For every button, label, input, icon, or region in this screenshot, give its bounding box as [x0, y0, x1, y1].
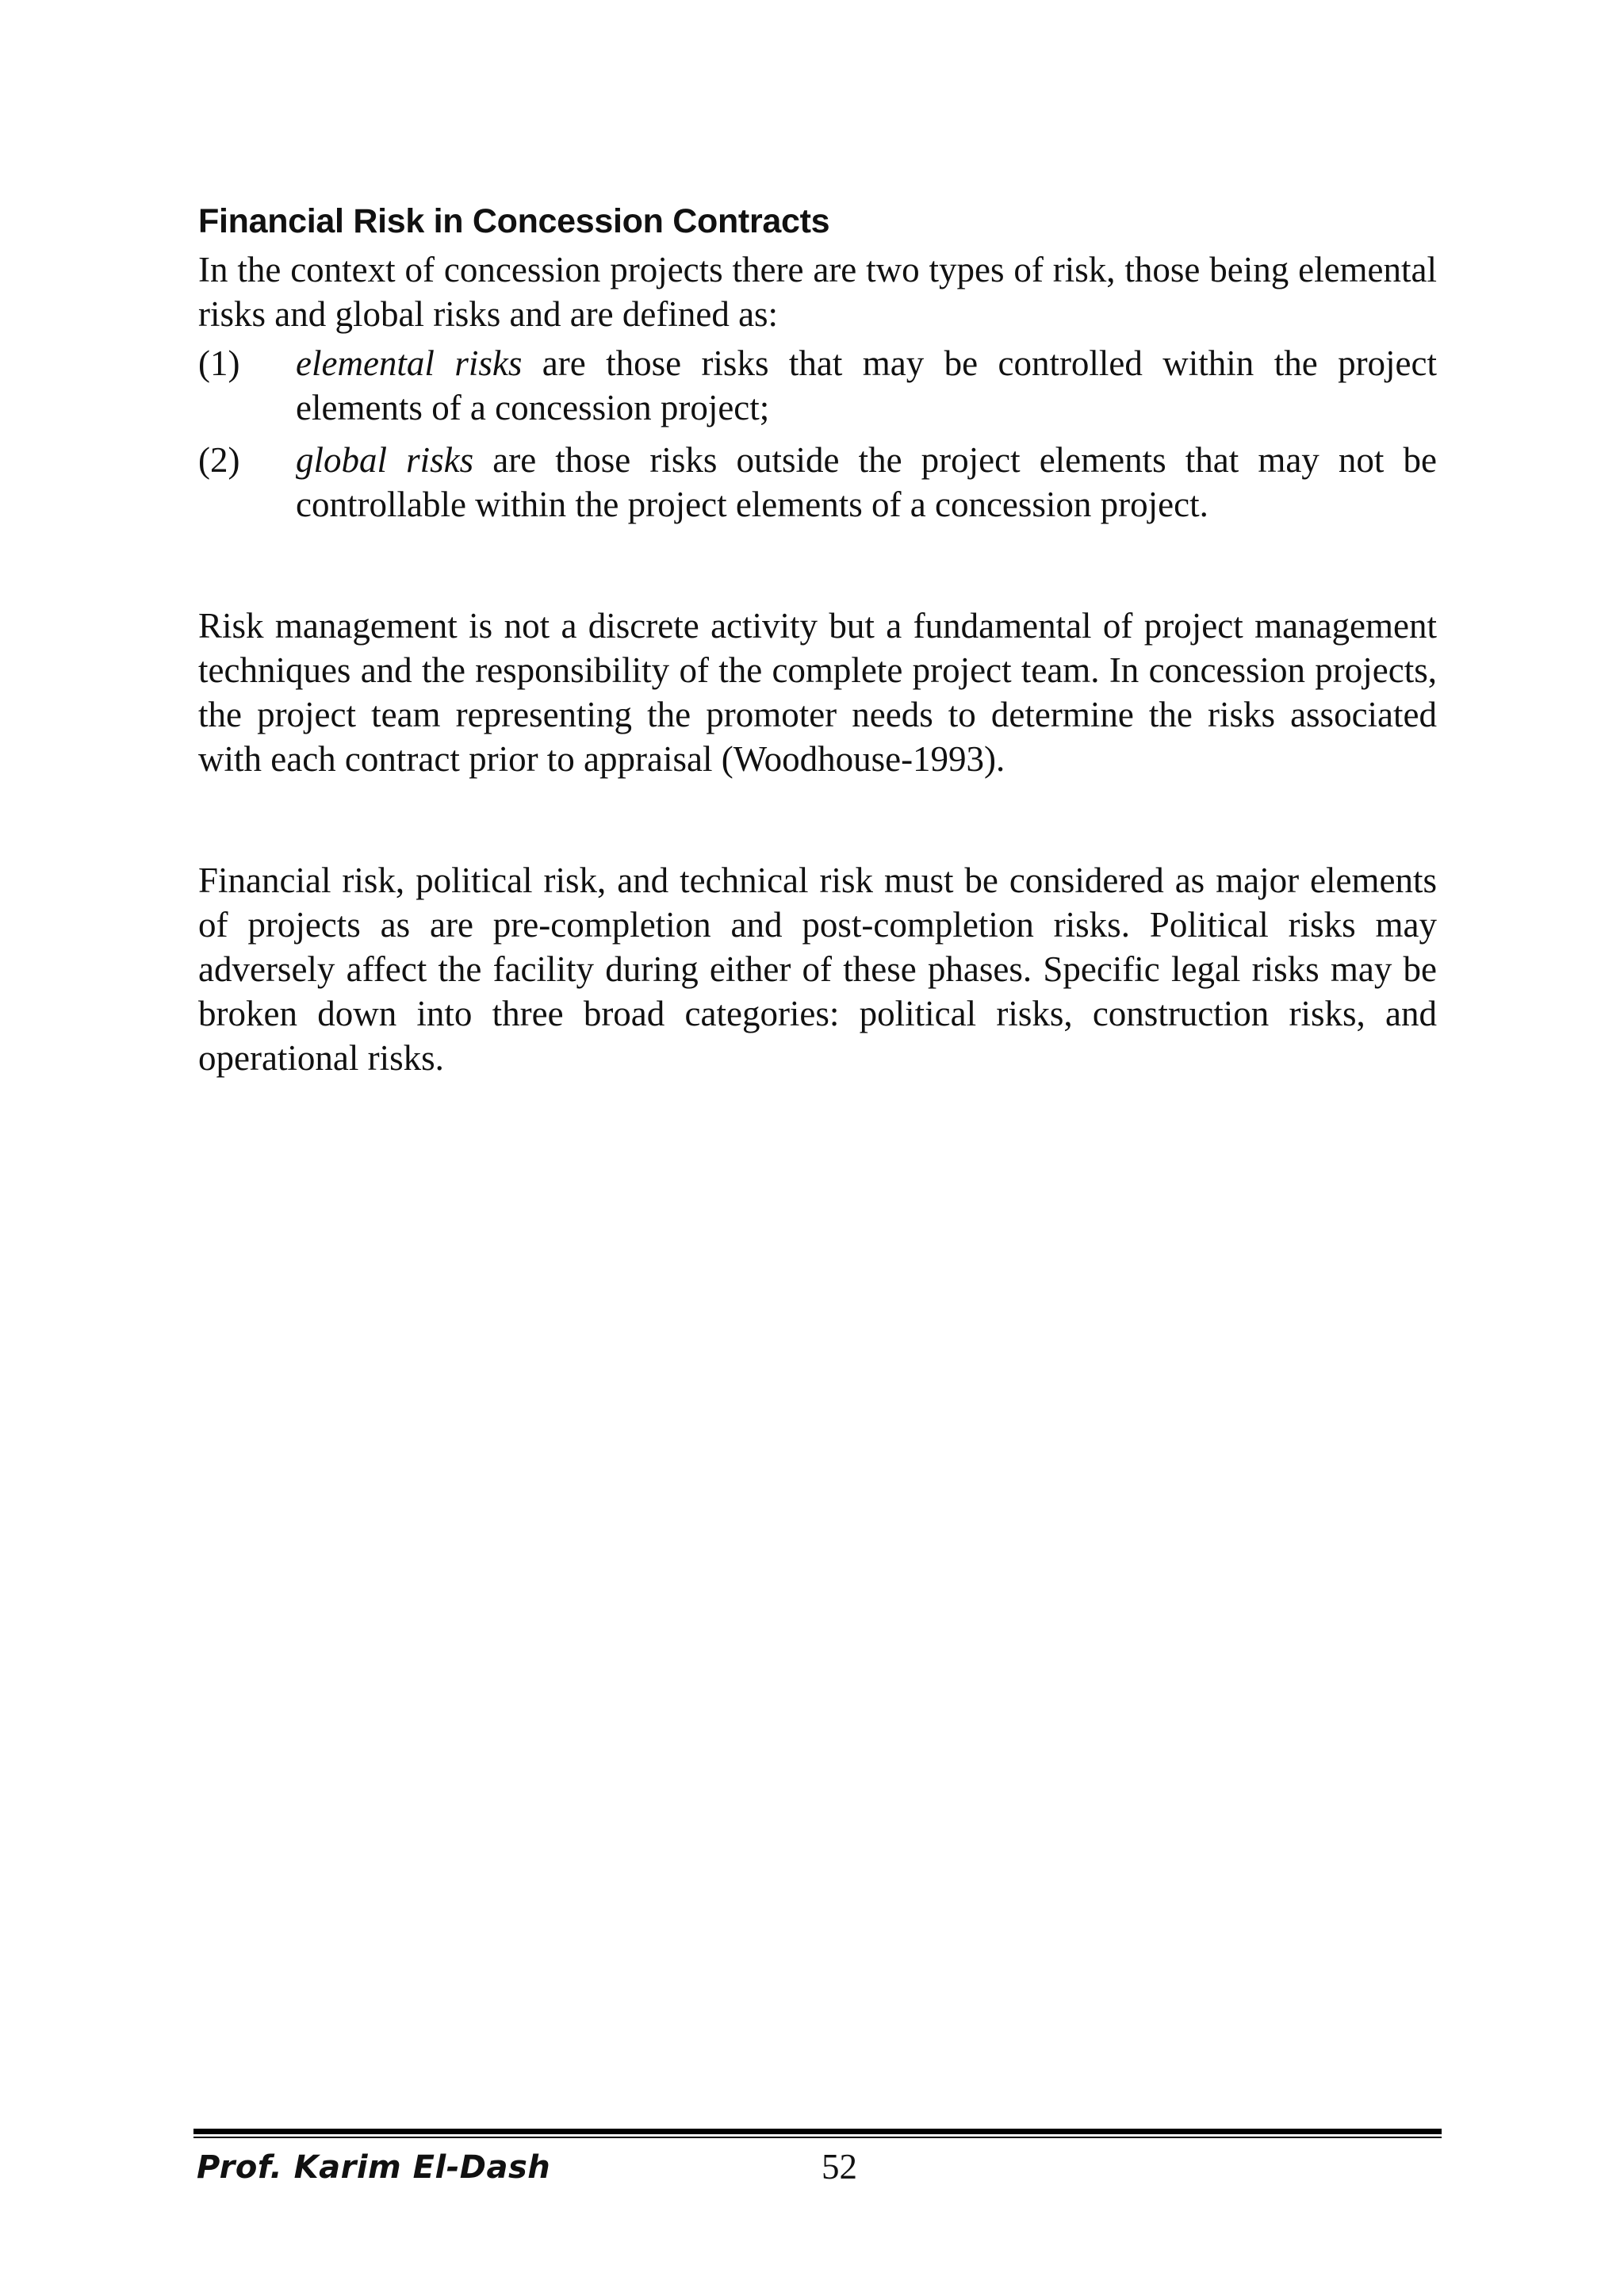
footer-author: Prof. Karim El-Dash	[197, 2149, 551, 2186]
definition-item-elemental	[198, 341, 1437, 430]
page-number: 52	[822, 2147, 857, 2187]
definition-term: elemental risks	[296, 343, 523, 383]
definition-text: are those risks that may be controlled within the project elements of a concession project;	[296, 343, 1438, 427]
intro-paragraph: In the context of concession projects there are two types of risk, those being elemental risks and global risks and are defined as:	[198, 250, 1437, 334]
definition-number: (1)	[198, 343, 240, 383]
risk-management-paragraph: Risk management is not a discrete activity but a fundamental of project management techniques and the responsibility of the complete project team. In concession projects, the project team representing the promoter needs to determine the risks associated with each contract prior to appraisal (Woodhouse-1993).	[198, 606, 1437, 779]
definition-item-global	[198, 438, 1437, 527]
definition-number: (2)	[198, 440, 240, 480]
footer-rule-thin	[193, 2137, 1442, 2138]
footer-rule	[193, 2129, 1442, 2134]
section-heading: Financial Risk in Concession Contracts	[198, 202, 830, 240]
definition-term: global risks	[296, 440, 474, 480]
risk-categories-paragraph: Financial risk, political risk, and technical risk must be considered as major elements of projects as are pre-completion and post-completion risks. Political risks may adversely affect the facility during either of these phases. Specific legal risks may be broken down into three broad categories: political risks, construction risks, and operational risks.	[198, 861, 1437, 1078]
definition-text: are those risks outside the project elements that may not be controllable within the project elements of a concession project.	[296, 440, 1437, 524]
page-body	[198, 201, 1437, 1080]
risk-definitions-list	[198, 341, 1437, 527]
